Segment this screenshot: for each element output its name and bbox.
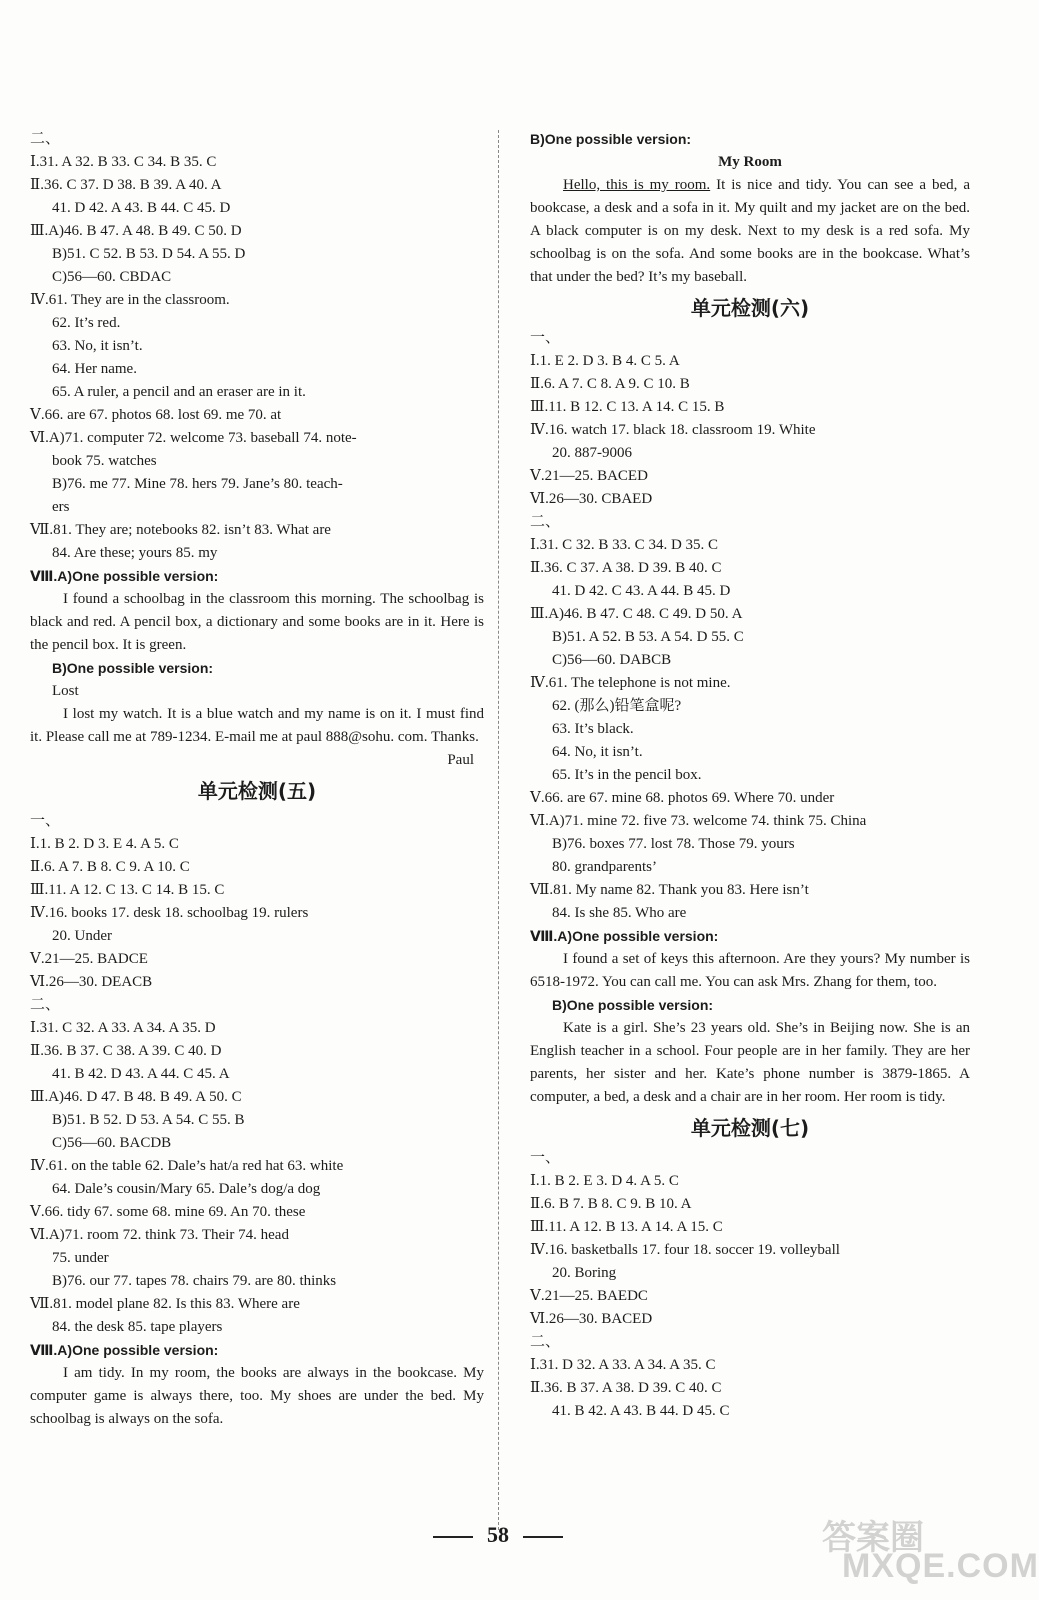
answer-line: 20. 887-9006 <box>552 445 632 461</box>
answer-line: Ⅴ.66. tidy 67. some 68. mine 69. An 70. these <box>30 1204 306 1220</box>
answer-line: Ⅵ.26—30. CBAED <box>530 491 653 507</box>
answer-line: 41. B 42. D 43. A 44. C 45. A <box>52 1066 230 1082</box>
answer-line: 64. No, it isn’t. <box>552 744 643 760</box>
version-label: B)One possible version: <box>552 997 714 1013</box>
answer-line: 二、 <box>530 1334 561 1350</box>
answer-line: Ⅱ.36. C 37. A 38. D 39. B 40. C <box>530 560 722 576</box>
answer-line: Ⅴ.21—25. BAEDC <box>530 1288 648 1304</box>
paragraph: I found a schoolbag in the classroom this morning. The schoolbag is black and red. A pencil box, a dictionary and some books are in it. Here is the pencil box. It is green. <box>30 591 484 653</box>
answer-line: 84. the desk 85. tape players <box>52 1319 223 1335</box>
answer-line: C)56—60. DABCB <box>552 652 672 668</box>
answer-line: 64. Dale’s cousin/Mary 65. Dale’s dog/a dog <box>52 1181 321 1197</box>
answer-line: Ⅵ.A)71. room 72. think 73. Their 74. head <box>30 1227 289 1243</box>
answer-line: Ⅱ.36. B 37. C 38. A 39. C 40. D <box>30 1043 222 1059</box>
answer-line: 62. (那么)铅笔盒呢? <box>552 698 682 714</box>
answer-line: B)76. boxes 77. lost 78. Those 79. yours <box>552 836 795 852</box>
answer-line: 63. It’s black. <box>552 721 634 737</box>
answer-line: 41. B 42. A 43. B 44. D 45. C <box>552 1403 730 1419</box>
answer-line: Ⅰ.1. B 2. E 3. D 4. A 5. C <box>530 1173 679 1189</box>
signature-name: Paul <box>447 752 474 768</box>
answer-line: Ⅲ.A)46. B 47. A 48. B 49. C 50. D <box>30 223 242 239</box>
answer-line: B)76. our 77. tapes 78. chairs 79. are 80. thinks <box>52 1273 337 1289</box>
section-heading: 单元检测(六) <box>690 296 810 320</box>
answer-line: 二、 <box>30 131 61 147</box>
answer-line: 一、 <box>530 330 561 346</box>
version-label: B)One possible version: <box>52 660 214 676</box>
answer-line: 63. No, it isn’t. <box>52 338 143 354</box>
answer-line: Ⅱ.6. A 7. C 8. A 9. C 10. B <box>530 376 690 392</box>
essay-title: My Room <box>718 154 782 170</box>
version-label: Ⅷ.A)One possible version: <box>30 568 219 584</box>
answer-line: Ⅱ.36. B 37. A 38. D 39. C 40. C <box>530 1380 722 1396</box>
watermark-logo <box>812 1510 1039 1590</box>
answer-line: 一、 <box>30 813 61 829</box>
answer-line: Ⅰ.1. E 2. D 3. B 4. C 5. A <box>530 353 680 369</box>
version-label: B)One possible version: <box>530 131 692 147</box>
answer-line: 62. It’s red. <box>52 315 121 331</box>
answer-line: Ⅴ.21—25. BADCE <box>30 951 148 967</box>
answer-line: Ⅲ.A)46. B 47. C 48. C 49. D 50. A <box>530 606 743 622</box>
answer-line: Ⅳ.61. They are in the classroom. <box>30 292 230 308</box>
answer-line: 二、 <box>30 997 61 1013</box>
section-heading: 单元检测(七) <box>690 1116 810 1140</box>
answer-line: Ⅰ.31. C 32. A 33. A 34. A 35. D <box>30 1020 216 1036</box>
answer-line: B)51. C 52. B 53. D 54. A 55. D <box>52 246 246 262</box>
answer-line: 75. under <box>52 1250 109 1266</box>
answer-line: Ⅶ.81. model plane 82. Is this 83. Where are <box>30 1296 300 1312</box>
answer-line: B)76. me 77. Mine 78. hers 79. Jane’s 80. teach- <box>52 476 343 492</box>
version-label: Ⅷ.A)One possible version: <box>30 1342 219 1358</box>
answer-line: ers <box>52 499 70 515</box>
answer-line: 84. Is she 85. Who are <box>552 905 687 921</box>
answer-line: Ⅲ.A)46. D 47. B 48. B 49. A 50. C <box>30 1089 242 1105</box>
answer-line: Ⅳ.16. basketballs 17. four 18. soccer 19. volleyball <box>530 1242 840 1258</box>
answer-line: Ⅱ.36. C 37. D 38. B 39. A 40. A <box>30 177 222 193</box>
answer-line: book 75. watches <box>52 453 157 469</box>
answer-line: 一、 <box>530 1150 561 1166</box>
answer-line: Ⅳ.61. The telephone is not mine. <box>530 675 731 691</box>
answer-line: Ⅰ.31. D 32. A 33. A 34. A 35. C <box>530 1357 716 1373</box>
answer-line: 84. Are these; yours 85. my <box>52 545 218 561</box>
answer-line: 20. Under <box>52 928 112 944</box>
answer-line: Ⅳ.61. on the table 62. Dale’s hat/a red hat 63. white <box>30 1158 344 1174</box>
watermark-cn: 答案圈 <box>822 1518 924 1558</box>
answer-line: C)56—60. BACDB <box>52 1135 172 1151</box>
answer-line: Ⅳ.16. books 17. desk 18. schoolbag 19. rulers <box>30 905 309 921</box>
page-number-dash-right <box>523 1536 563 1538</box>
answer-line: Ⅰ.31. A 32. B 33. C 34. B 35. C <box>30 154 217 170</box>
answer-line: Ⅱ.6. B 7. B 8. C 9. B 10. A <box>530 1196 692 1212</box>
answer-line: 41. D 42. C 43. A 44. B 45. D <box>552 583 731 599</box>
answer-line: 65. A ruler, a pencil and an eraser are in it. <box>52 384 306 400</box>
answer-line: B)51. B 52. D 53. A 54. C 55. B <box>52 1112 245 1128</box>
answer-line: Ⅶ.81. They are; notebooks 82. isn’t 83. What are <box>30 522 331 538</box>
answer-line: Ⅵ.A)71. computer 72. welcome 73. baseball 74. note- <box>30 430 357 446</box>
paragraph <box>530 174 970 289</box>
answer-line: Ⅴ.66. are 67. mine 68. photos 69. Where 70. under <box>530 790 835 806</box>
answer-line: 41. D 42. A 43. B 44. C 45. D <box>52 200 231 216</box>
answer-line: 20. Boring <box>552 1265 617 1281</box>
answer-line: Ⅲ.11. B 12. C 13. A 14. C 15. B <box>530 399 725 415</box>
paragraph: I lost my watch. It is a blue watch and my name is on it. I must find it. Please call me at 789-1234. E-mail me at paul 888@sohu. com. Thanks. <box>30 706 484 745</box>
underlined-sentence: Hello, this is my room. <box>563 177 711 193</box>
answer-line: Ⅴ.21—25. BACED <box>530 468 648 484</box>
answer-line: 64. Her name. <box>52 361 137 377</box>
answer-line: Ⅰ.31. C 32. B 33. C 34. D 35. C <box>530 537 719 553</box>
page-number-text: 58 <box>487 1522 509 1547</box>
answer-line: 80. grandparents’ <box>552 859 657 875</box>
answer-line: C)56—60. CBDAC <box>52 269 172 285</box>
answer-line: Ⅶ.81. My name 82. Thank you 83. Here isn’t <box>530 882 809 898</box>
paragraph: Kate is a girl. She’s 23 years old. She’s in Beijing now. She is an English teacher in a school. Four people are in her family. They are her parents, her sister and her. Kate’s phone number is 3879-1865. A computer, a bed, a desk and a chair are in her room. Her room is tidy. <box>530 1020 970 1105</box>
answer-line: Ⅲ.11. A 12. B 13. A 14. A 15. C <box>530 1219 723 1235</box>
left-column <box>30 128 484 1431</box>
paragraph-text: It is nice and tidy. You can see a bed, a bookcase, a desk and a sofa in it. My quilt and my jacket are on the bed. A black computer is on my desk. Next to my desk is a red sofa. My schoolbag is on the sofa. And some books are in the bookcase. What’s that under the bed? It’s my baseball. <box>530 177 970 285</box>
answer-line: Ⅴ.66. are 67. photos 68. lost 69. me 70. at <box>30 407 282 423</box>
paragraph: I am tidy. In my room, the books are always in the bookcase. My computer game is always there, too. My shoes are under the bed. My schoolbag is always on the sofa. <box>30 1365 484 1427</box>
answer-line: Ⅳ.16. watch 17. black 18. classroom 19. White <box>530 422 816 438</box>
answer-line: Ⅵ.26—30. BACED <box>530 1311 653 1327</box>
answer-line: Ⅲ.11. A 12. C 13. C 14. B 15. C <box>30 882 225 898</box>
page-number-dash-left <box>433 1536 473 1538</box>
answer-line: B)51. A 52. B 53. A 54. D 55. C <box>552 629 744 645</box>
answer-line: 65. It’s in the pencil box. <box>552 767 702 783</box>
answer-line: Ⅱ.6. A 7. B 8. C 9. A 10. C <box>30 859 190 875</box>
answer-line: Ⅵ.A)71. mine 72. five 73. welcome 74. think 75. China <box>530 813 867 829</box>
watermark-en: MXQE.COM <box>842 1547 1039 1585</box>
paragraph: I found a set of keys this afternoon. Are they yours? My number is 6518-1972. You can call me. You can ask Mrs. Zhang for them, too. <box>530 951 970 990</box>
notice-title: Lost <box>52 683 79 699</box>
answer-line: 二、 <box>530 514 561 530</box>
column-divider <box>498 130 499 1530</box>
answer-line: Ⅰ.1. B 2. D 3. E 4. A 5. C <box>30 836 179 852</box>
version-label: Ⅷ.A)One possible version: <box>530 928 719 944</box>
section-heading: 单元检测(五) <box>197 779 317 803</box>
right-column <box>530 128 970 1423</box>
answer-line: Ⅵ.26—30. DEACB <box>30 974 153 990</box>
